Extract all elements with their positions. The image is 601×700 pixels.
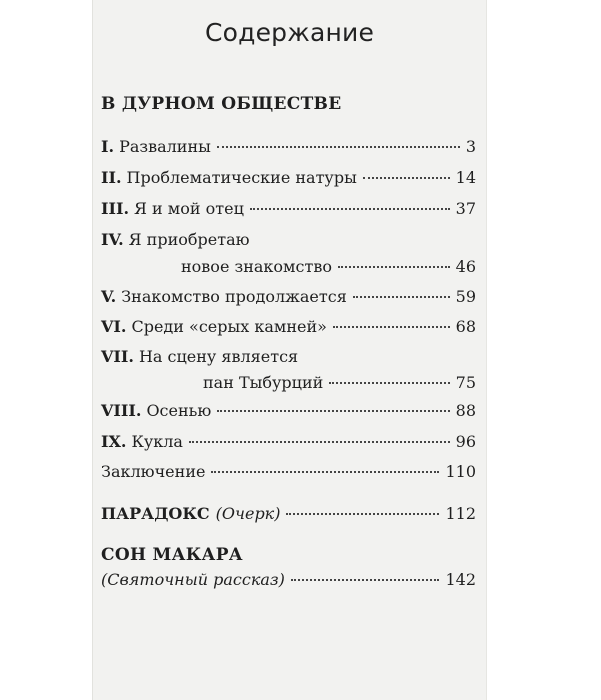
toc-entry-6[interactable] — [101, 317, 476, 339]
page-title: Содержание — [204, 18, 375, 47]
toc-entry-title: Осенью — [146, 401, 212, 420]
toc-entry-number: VI. — [101, 317, 127, 336]
toc-entry-title: Заключение — [101, 462, 206, 481]
dot-leader — [211, 471, 439, 473]
dot-leader — [353, 296, 450, 298]
toc-entry-title: Проблематические натуры — [126, 168, 357, 187]
toc-entry-subtitle: (Очерк) — [215, 504, 281, 523]
dot-leader — [329, 382, 449, 384]
dot-leader — [333, 326, 450, 328]
dot-leader — [286, 513, 439, 515]
toc-entry-paradoks[interactable] — [101, 504, 476, 526]
toc-entry-page: 88 — [455, 401, 476, 420]
toc-entry-number: IV. — [101, 230, 124, 249]
toc-entry-son-makara[interactable] — [101, 570, 476, 592]
toc-entry-4-line2[interactable] — [181, 257, 476, 279]
toc-entry-page: 110 — [445, 462, 476, 481]
dot-leader — [217, 146, 460, 148]
toc-entry-subtitle: (Святочный рассказ) — [101, 570, 285, 589]
section-heading-v-durnom-obshchestve: В ДУРНОМ ОБЩЕСТВЕ — [101, 94, 342, 114]
toc-entry-number: II. — [101, 168, 122, 187]
toc-entry-page: 37 — [455, 199, 476, 218]
toc-entry-title: Я приобретаю — [128, 230, 250, 249]
toc-entry-4-line1[interactable] — [101, 230, 250, 249]
toc-entry-page: 3 — [465, 137, 476, 156]
dot-leader — [189, 441, 450, 443]
toc-entry-9[interactable] — [101, 432, 476, 454]
toc-entry-title: Среди «серых камней» — [131, 317, 327, 336]
toc-entry-number: IX. — [101, 432, 127, 451]
toc-entry-2[interactable] — [101, 168, 476, 190]
toc-entry-page: 112 — [445, 504, 476, 523]
toc-entry-page: 59 — [455, 287, 476, 306]
toc-entry-page: 46 — [455, 257, 476, 276]
dot-leader — [363, 177, 450, 179]
toc-entry-title: Я и мой отец — [134, 199, 244, 218]
toc-entry-title-continued: пан Тыбурций — [203, 373, 324, 392]
toc-entry-8[interactable] — [101, 401, 476, 423]
book-page — [92, 0, 487, 700]
toc-entry-5[interactable] — [101, 287, 476, 309]
toc-entry-number: III. — [101, 199, 130, 218]
toc-entry-number: I. — [101, 137, 115, 156]
toc-entry-conclusion[interactable] — [101, 462, 476, 484]
toc-entry-title: Знакомство продолжается — [121, 287, 347, 306]
toc-entry-number: VII. — [101, 347, 134, 366]
toc-entry-page: 96 — [455, 432, 476, 451]
toc-entry-page: 142 — [445, 570, 476, 589]
toc-entry-page: 75 — [455, 373, 476, 392]
toc-entry-number: V. — [101, 287, 117, 306]
toc-entry-title-continued: новое знакомство — [181, 257, 332, 276]
dot-leader — [217, 410, 449, 412]
dot-leader — [338, 266, 450, 268]
dot-leader — [291, 579, 440, 581]
toc-entry-title: ПАРАДОКС — [101, 504, 210, 523]
toc-entry-number: VIII. — [101, 401, 142, 420]
toc-entry-page: 68 — [455, 317, 476, 336]
toc-entry-title: Развалины — [119, 137, 211, 156]
toc-entry-7-line1[interactable] — [101, 347, 298, 366]
toc-entry-title: На сцену является — [138, 347, 299, 366]
section-heading-son-makara[interactable]: СОН МАКАРА — [101, 545, 243, 565]
dot-leader — [250, 208, 450, 210]
toc-entry-1[interactable] — [101, 137, 476, 159]
toc-entry-3[interactable] — [101, 199, 476, 221]
toc-entry-page: 14 — [455, 168, 476, 187]
toc-entry-7-line2[interactable] — [203, 373, 476, 395]
toc-entry-title: Кукла — [131, 432, 183, 451]
